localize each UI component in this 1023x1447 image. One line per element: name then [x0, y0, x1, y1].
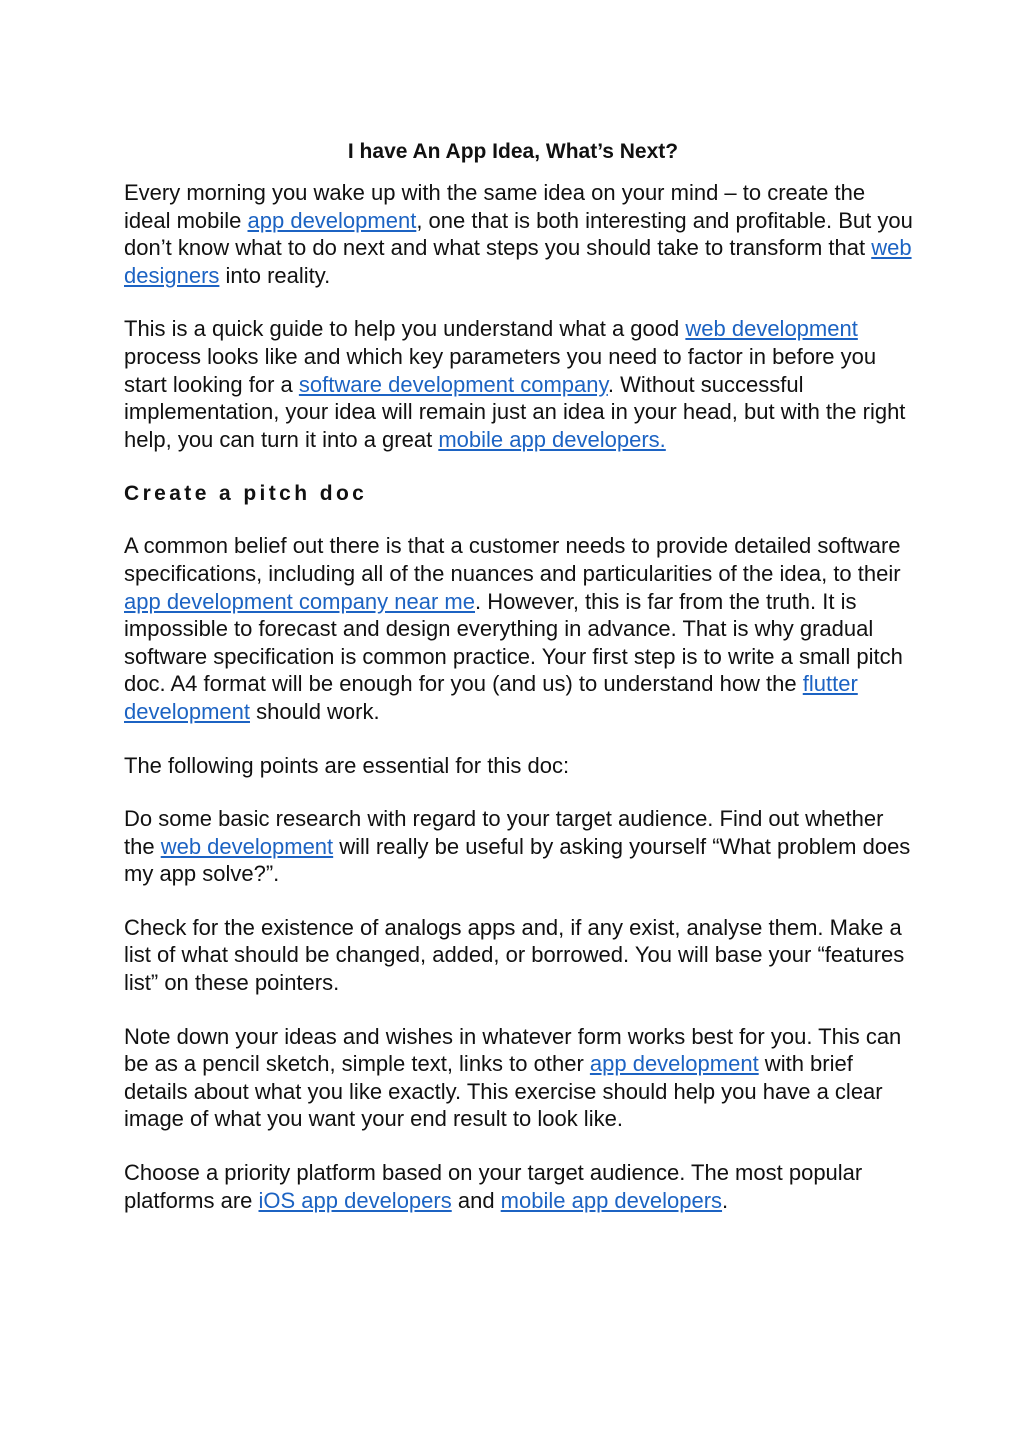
link-app-development[interactable]: app development — [589, 1051, 759, 1077]
text-span: This is a quick guide to help you understand what a good — [124, 316, 686, 342]
text-span: . However, this is far from the truth. It is impossible to forecast and design everything in advance. That is why gradual software specification is common practice. Your first step is to write a small pitch doc. A4 format will be enough for you (and us) to understand how the — [124, 588, 903, 697]
link-app-development-company-near-me[interactable]: app development company near me — [124, 588, 475, 614]
text-span: into reality. — [219, 262, 331, 288]
text-span: with brief details about what you like exactly. This exercise should help you have a clear image of what you want your end result to look like. — [124, 1051, 883, 1132]
link-app-development[interactable]: app development — [247, 207, 417, 233]
text-span: The following points are essential for this doc: — [124, 752, 570, 778]
paragraph-analogs — [124, 914, 914, 997]
paragraph-research — [124, 805, 914, 888]
text-span: process looks like and which key parameters you need to factor in before you start looking for a — [124, 343, 877, 397]
text-span: should work. — [249, 698, 380, 724]
link-web-development[interactable]: web development — [685, 316, 858, 342]
text-span: Every morning you wake up with the same idea on your mind – to create the ideal mobile — [124, 180, 866, 233]
link-ios-app-developers[interactable]: iOS app developers — [258, 1187, 452, 1213]
text-span: Choose a priority platform based on your target audience. The most popular platforms are — [124, 1160, 863, 1213]
section-heading: Create a pitch doc — [124, 482, 368, 506]
link-mobile-app-developers[interactable]: mobile app developers — [500, 1187, 723, 1213]
document-title: I have An App Idea, What’s Next? — [347, 140, 679, 163]
text-span: and — [451, 1187, 501, 1213]
text-span: A common belief out there is that a customer needs to provide detailed software specifications, including all of the nuances and particularities of the idea, to their — [124, 533, 901, 586]
text-span: Do some basic research with regard to your target audience. Find out whether the — [124, 806, 884, 859]
paragraph-points-intro — [124, 752, 914, 780]
paragraph-platform — [124, 1159, 914, 1214]
text-span: . Without successful implementation, your idea will remain just an idea in your head, but with the right help, you can turn it into a great — [124, 371, 906, 452]
link-web-designers[interactable]: web designers — [124, 235, 912, 288]
text-span: will really be useful by asking yourself “What problem does my app solve?”. — [124, 833, 911, 887]
document-page — [124, 138, 914, 1214]
paragraph-guide — [124, 315, 914, 453]
paragraph-belief — [124, 532, 914, 725]
link-web-development[interactable]: web development — [160, 833, 334, 859]
link-mobile-app-developers[interactable]: mobile app developers. — [438, 426, 666, 452]
text-span: Check for the existence of analogs apps and, if any exist, analyse them. Make a list of what should be changed, added, or borrowed. You will base your “features list” on these pointers. — [124, 914, 905, 996]
link-flutter-development[interactable]: flutter development — [124, 671, 858, 724]
text-span: , one that is both interesting and profitable. But you don’t know what to do next and what steps you should take to transform that — [124, 207, 913, 261]
link-software-development-company[interactable]: software development company — [298, 371, 608, 397]
paragraph-intro — [124, 179, 914, 289]
paragraph-ideas — [124, 1023, 914, 1133]
text-span: Note down your ideas and wishes in whatever form works best for you. This can be as a pencil sketch, simple text, links to other — [124, 1023, 902, 1077]
text-span: . — [722, 1187, 729, 1213]
